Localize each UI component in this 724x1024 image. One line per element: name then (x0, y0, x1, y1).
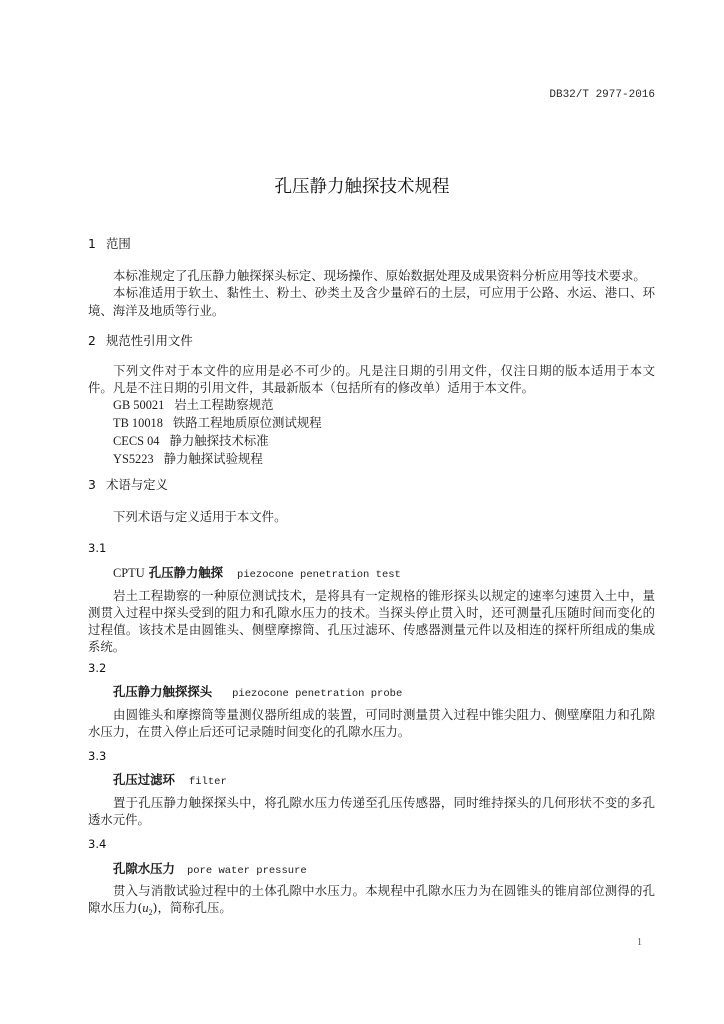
term-definition (88, 794, 655, 829)
term-name-zh: 孔压过滤环 (113, 771, 175, 787)
section-title: 术语与定义 (106, 476, 168, 492)
paragraph-line: 下列文件对于本文件的应用是必不可少的。凡是注日期的引用文件，仅注日期的版本适用于本文 (113, 362, 655, 378)
definition-line: 系统。 (88, 638, 126, 654)
section-1-body (88, 267, 655, 320)
term-name-en: pore water pressure (186, 864, 307, 877)
reference-code: CECS 04 (113, 433, 160, 448)
document-title: 孔压静力触探技术规程 (274, 177, 450, 197)
pore-pressure-subscript: 2 (148, 908, 153, 917)
definition-text: )，简称孔压。 (152, 900, 232, 915)
definition-line (88, 899, 655, 918)
term-number: 3.4 (88, 836, 107, 851)
reference-title: 铁路工程地质原位测试规程 (172, 414, 322, 430)
section-number: 2 (88, 332, 96, 348)
paragraph-line: 境、海洋及地质等行业。 (88, 302, 225, 318)
reference-title: 岩土工程勘察规范 (174, 396, 274, 412)
term-title (113, 683, 402, 703)
term-title (113, 860, 307, 880)
definition-line: 过程值。该技术是由圆锥头、侧壁摩擦筒、孔压过滤环、传感器测量元件以及相连的探杆所组成的集成 (88, 621, 655, 637)
term-number: 3.3 (88, 748, 107, 763)
section-number: 1 (88, 235, 96, 251)
paragraph-line: 本标准规定了孔压静力触探探头标定、现场操作、原始数据处理及成果资料分析应用等技术要求。 (113, 267, 646, 283)
terms-intro: 下列术语与定义适用于本文件。 (113, 508, 287, 524)
section-3-heading (88, 476, 168, 493)
definition-line: 由圆锥头和摩擦筒等量测仪器所组成的装置，可同时测量贯入过程中锥尖阻力、侧壁摩阻力和孔隙 (113, 706, 655, 722)
reference-item (88, 414, 655, 432)
term-name-en: piezocone penetration probe (232, 687, 403, 700)
paragraph-line: 本标准适用于软土、黏性土、粉土、砂类土及含少量碎石的土层，可应用于公路、水运、港口、环 (113, 285, 655, 300)
term-definition (88, 587, 655, 655)
pore-pressure-symbol: u (142, 901, 149, 915)
definition-line: 水压力，在贯入停止后还可记录随时间变化的孔隙水压力。 (88, 723, 411, 739)
reference-item (88, 432, 655, 450)
definition-line: 岩土工程勘察的一种原位测试技术，是将具有一定规格的锥形探头以规定的速率匀速贯入土中，量 (113, 587, 655, 603)
term-number: 3.1 (88, 540, 107, 555)
definition-text: 隙水压力( (88, 900, 143, 915)
section-2-body (88, 362, 655, 468)
reference-code: TB 10018 (113, 415, 163, 430)
section-2-heading (88, 332, 193, 349)
term-abbreviation: CPTU (113, 565, 145, 580)
reference-title: 静力触探试验规程 (163, 450, 263, 466)
reference-item (88, 396, 655, 414)
term-name-en: filter (188, 775, 227, 788)
reference-title: 静力触探技术标准 (169, 432, 269, 448)
term-title (113, 564, 401, 584)
section-number: 3 (88, 476, 96, 492)
term-name-zh: 孔隙水压力 (113, 860, 175, 876)
section-title: 范围 (106, 235, 131, 251)
document-number: DB32/T 2977-2016 (549, 89, 655, 101)
term-definition (88, 882, 655, 918)
term-definition (88, 706, 655, 740)
reference-item (88, 450, 655, 468)
definition-line: 透水元件。 (88, 812, 150, 827)
reference-code: YS5223 (113, 451, 154, 466)
definition-line: 测贯入过程中探头受到的阻力和孔隙水压力的技术。当探头停止贯入时，还可测量孔压随时间而变化的 (88, 604, 655, 620)
definition-line: 贯入与消散试验过程中的土体孔隙中水压力。本规程中孔隙水压力为在圆锥头的锥肩部位测得的孔 (113, 882, 655, 898)
reference-code: GB 50021 (113, 397, 165, 412)
paragraph-line: 件。凡是不注日期的引用文件，其最新版本（包括所有的修改单）适用于本文件。 (88, 379, 535, 395)
page-number: 1 (637, 937, 642, 948)
section-title: 规范性引用文件 (106, 332, 193, 348)
section-1-heading (88, 235, 131, 252)
term-title (113, 771, 227, 791)
term-name-zh: 孔压静力触探探头 (113, 683, 213, 699)
term-number: 3.2 (88, 660, 107, 675)
term-name-en: piezocone penetration test (237, 568, 401, 581)
definition-line: 置于孔压静力触探探头中，将孔隙水压力传递至孔压传感器，同时维持探头的几何形状不变的多孔 (113, 794, 655, 810)
term-name-zh: 孔压静力触探 (148, 564, 224, 580)
